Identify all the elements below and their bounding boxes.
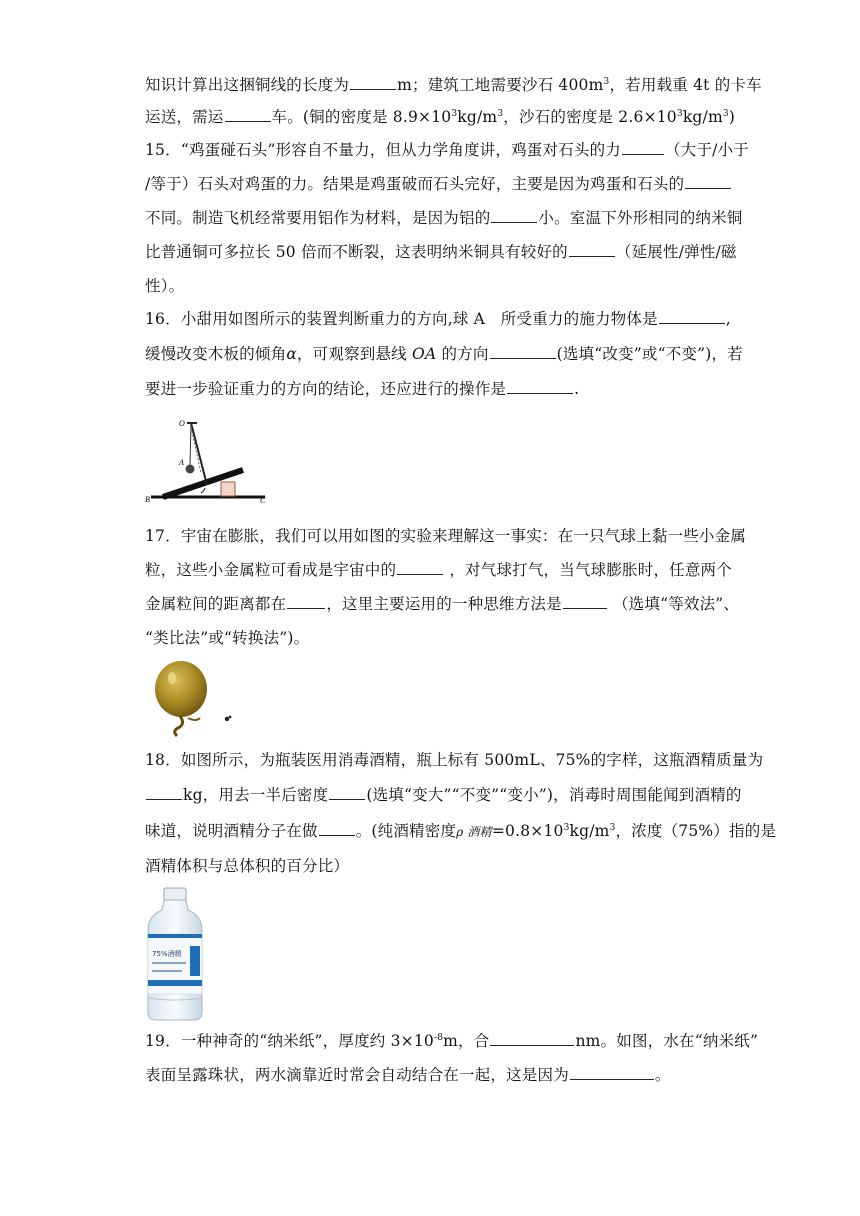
q15-line-3 bbox=[145, 201, 743, 235]
q19-line-2 bbox=[145, 1058, 725, 1092]
text: 性）。 bbox=[145, 277, 185, 295]
text: ，这里主要运用的一种思维方法是 bbox=[326, 595, 562, 613]
label-stripe bbox=[148, 934, 202, 938]
q16-line-2 bbox=[145, 337, 743, 372]
oa-symbol: OA bbox=[412, 345, 437, 363]
text: . bbox=[574, 380, 580, 398]
text: 。(纯酒精密度 bbox=[355, 822, 457, 840]
text: m；建筑工地需要沙石 400m bbox=[397, 76, 604, 94]
text: 17．宇宙在膨胀，我们可以用如图的实验来理解这一事实：在一只气球上黏一些小金属 bbox=[145, 527, 747, 545]
ball-a bbox=[186, 465, 195, 474]
alcohol-bottle-figure bbox=[140, 886, 210, 1022]
text: ，对气球打气，当气球膨胀时，任意两个 bbox=[449, 561, 732, 579]
text: 知识计算出这捆铜线的长度为 bbox=[145, 76, 350, 94]
text: kg/m bbox=[569, 822, 610, 840]
metal-particle bbox=[225, 717, 229, 721]
answer-blank[interactable] bbox=[569, 236, 615, 257]
q14-line-2 bbox=[145, 101, 736, 133]
label-line bbox=[152, 970, 182, 972]
text: 缓慢改变木板的倾角 bbox=[145, 345, 287, 363]
q18-line-3 bbox=[145, 813, 777, 849]
q16-line-1 bbox=[145, 302, 731, 337]
thread-oa bbox=[190, 423, 191, 465]
superscript: 3 bbox=[497, 109, 504, 119]
balloon-figure bbox=[150, 658, 245, 740]
q17-line-2 bbox=[145, 553, 732, 587]
text: 15．“鸡蛋碰石头”形容自不量力，但从力学角度讲，鸡蛋对石头的力 bbox=[145, 141, 621, 159]
superscript: 3 bbox=[603, 77, 610, 87]
answer-blank[interactable] bbox=[287, 588, 325, 609]
alpha-symbol: α bbox=[286, 345, 297, 363]
text: 要进一步验证重力的方向的结论，还应进行的操作是 bbox=[145, 380, 507, 398]
q15-line-2 bbox=[145, 167, 725, 201]
question-18 bbox=[145, 743, 777, 883]
q18-line-4 bbox=[145, 849, 725, 883]
metal-particle bbox=[229, 716, 232, 719]
text: 小。室温下外形相同的纳米铜 bbox=[538, 209, 743, 227]
superscript: 3 bbox=[609, 823, 616, 833]
superscript: 3 bbox=[722, 109, 729, 119]
text: ，浓度（75%）指的是 bbox=[615, 822, 777, 840]
text: （延展性/弹性/磁 bbox=[615, 243, 737, 261]
q15-line-4 bbox=[145, 235, 737, 269]
text: 19．一种神奇的“纳米纸”，厚度约 3×10 bbox=[145, 1032, 434, 1050]
q17-line-1 bbox=[145, 519, 747, 553]
answer-blank[interactable] bbox=[570, 1059, 654, 1080]
label-a: A bbox=[179, 458, 184, 467]
text: 18．如图所示，为瓶装医用消毒酒精，瓶上标有 500mL、75%的字样，这瓶酒精质量为 bbox=[145, 751, 764, 769]
text: （选填“等效法”、 bbox=[612, 595, 740, 613]
superscript: 3 bbox=[676, 109, 683, 119]
text: ，沙石的密度是 2.6×10 bbox=[503, 108, 677, 126]
text: (选填“改变”或“不变”)，若 bbox=[556, 345, 743, 363]
rho-symbol: ρ 酒精 bbox=[456, 825, 492, 839]
text: m，合 bbox=[443, 1032, 490, 1050]
balloon-knot bbox=[188, 718, 200, 720]
text: 表面呈露珠状，两水滴靠近时常会自动结合在一起，这是因为 bbox=[145, 1066, 569, 1084]
text: ) bbox=[728, 108, 736, 126]
text: kg，用去一半后密度 bbox=[183, 786, 329, 804]
answer-blank[interactable] bbox=[490, 1025, 574, 1046]
text: 金属粒间的距离都在 bbox=[145, 595, 287, 613]
text: 酒精体积与总体积的百分比） bbox=[145, 857, 350, 875]
q16-line-3 bbox=[145, 372, 725, 407]
question-19 bbox=[145, 1024, 759, 1092]
text: 粒，这些小金属粒可看成是宇宙中的 bbox=[145, 561, 397, 579]
superscript: 3 bbox=[451, 109, 458, 119]
answer-blank[interactable] bbox=[685, 168, 731, 189]
label-bottom-band bbox=[148, 980, 202, 986]
question-17 bbox=[145, 519, 747, 655]
answer-blank[interactable] bbox=[319, 815, 355, 836]
answer-blank[interactable] bbox=[397, 554, 443, 575]
answer-blank[interactable] bbox=[659, 303, 725, 324]
q18-line-1 bbox=[145, 743, 764, 777]
question-14-tail bbox=[145, 69, 762, 133]
answer-blank[interactable] bbox=[146, 779, 182, 800]
text: nm。如图，水在“纳米纸” bbox=[575, 1032, 759, 1050]
answer-blank[interactable] bbox=[491, 202, 537, 223]
text: =0.8×10 bbox=[491, 822, 564, 840]
text: 比普通铜可多拉长 50 倍而不断裂，这表明纳米铜具有较好的 bbox=[145, 243, 568, 261]
support-block bbox=[221, 482, 235, 496]
text: /等于）石头对鸡蛋的力。结果是鸡蛋破而石头完好，主要是因为鸡蛋和石头的 bbox=[145, 175, 685, 193]
answer-blank[interactable] bbox=[507, 373, 573, 394]
text: 不同。制造飞机经常要用铝作为材料，是因为铝的 bbox=[145, 209, 491, 227]
bottle-label-text: 75%酒精 bbox=[152, 950, 182, 958]
text: (选填“变大”“不变”“变小”)，消毒时周围能闻到酒精的 bbox=[366, 786, 742, 804]
bottle-cap bbox=[164, 888, 186, 900]
incline-pendulum-figure bbox=[143, 413, 268, 505]
text: ，若用载重 4t 的卡车 bbox=[609, 76, 762, 94]
q14-line-1 bbox=[145, 69, 762, 101]
q17-line-3 bbox=[145, 587, 740, 621]
text: 。 bbox=[654, 1066, 671, 1084]
answer-blank[interactable] bbox=[329, 779, 365, 800]
label-blue-band bbox=[190, 946, 200, 976]
label-o: O bbox=[179, 419, 185, 428]
answer-blank[interactable] bbox=[350, 69, 396, 90]
balloon-highlight bbox=[168, 672, 176, 684]
label-line bbox=[152, 962, 186, 964]
text: 味道，说明酒精分子在做 bbox=[145, 822, 318, 840]
answer-blank[interactable] bbox=[490, 338, 556, 359]
q15-line-5 bbox=[145, 269, 725, 303]
answer-blank[interactable] bbox=[622, 134, 664, 155]
q18-line-2 bbox=[145, 777, 742, 813]
question-16 bbox=[145, 302, 743, 407]
text: , bbox=[725, 310, 731, 328]
text: “类比法”或“转换法”)。 bbox=[145, 629, 310, 647]
balloon-body bbox=[155, 661, 207, 717]
label-b: B bbox=[145, 495, 150, 504]
text: 16．小甜用如图所示的装置判断重力的方向,球 A 所受重力的施力物体是 bbox=[145, 310, 658, 328]
superscript: -8 bbox=[433, 1033, 444, 1043]
question-15 bbox=[145, 133, 749, 303]
q15-line-1 bbox=[145, 133, 749, 167]
text: kg/m bbox=[457, 108, 498, 126]
text: ，可观察到悬线 bbox=[296, 345, 407, 363]
text: 运送，需运 bbox=[145, 108, 224, 126]
balloon-tail bbox=[175, 716, 183, 736]
angle-arc bbox=[201, 488, 205, 493]
label-c: C bbox=[260, 496, 266, 505]
answer-blank[interactable] bbox=[225, 101, 271, 122]
answer-blank[interactable] bbox=[563, 588, 607, 609]
superscript: 3 bbox=[563, 823, 570, 833]
stand-rod bbox=[191, 423, 207, 485]
q17-line-4 bbox=[145, 621, 725, 655]
text: 的方向 bbox=[441, 345, 489, 363]
text: （大于/小于 bbox=[664, 141, 749, 159]
text: 车。(铜的密度是 8.9×10 bbox=[271, 108, 452, 126]
q19-line-1 bbox=[145, 1024, 759, 1058]
text: kg/m bbox=[682, 108, 723, 126]
